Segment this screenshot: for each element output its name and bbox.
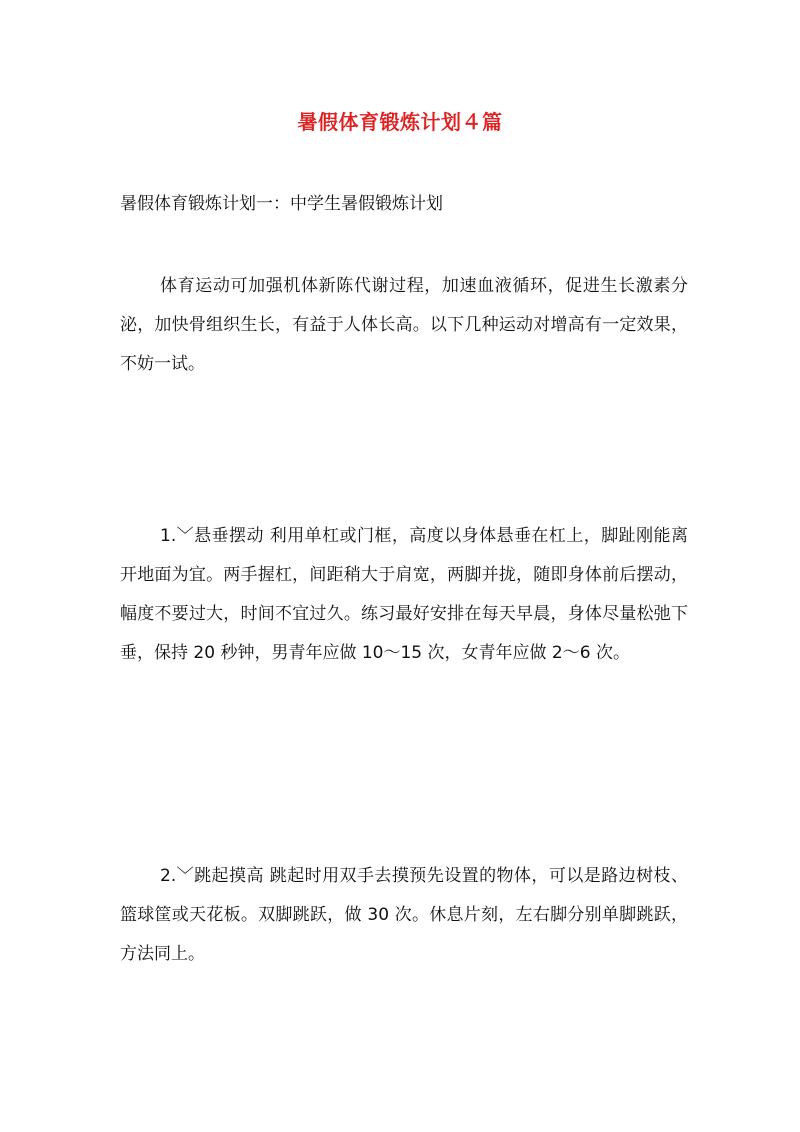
paragraph-hanging-swing: 1.﹀悬垂摆动 利用单杠或门框，高度以身体悬垂在杠上，脚趾刚能离开地面为宜。两手握杠，间距稍大于肩宽，两脚并拢，随即身体前后摆动，幅度不要过大，时间不宜过久。练习最好安排在每天早晨，身体尽量松弛下垂，保持 20 秒钟，男青年应做 10～15 次，女青年应做 2～6 次。 <box>120 526 688 663</box>
paragraph-intro: 体育运动可加强机体新陈代谢过程，加速血液循环，促进生长激素分泌，加快骨组织生长，有益于人体长高。以下几种运动对增高有一定效果，不妨一试。 <box>120 276 688 374</box>
paragraph-jump-touch: 2.﹀跳起摸高 跳起时用双手去摸预先设置的物体，可以是路边树枝、篮球筐或天花板。双脚跳跃，做 30 次。休息片刻，左右脚分别单脚跳跃，方法同上。 <box>120 866 688 964</box>
document-subtitle: 暑假体育锻炼计划一：中学生暑假锻炼计划 <box>120 194 443 214</box>
document-title: 暑假体育锻炼计划４篇 <box>297 110 503 134</box>
